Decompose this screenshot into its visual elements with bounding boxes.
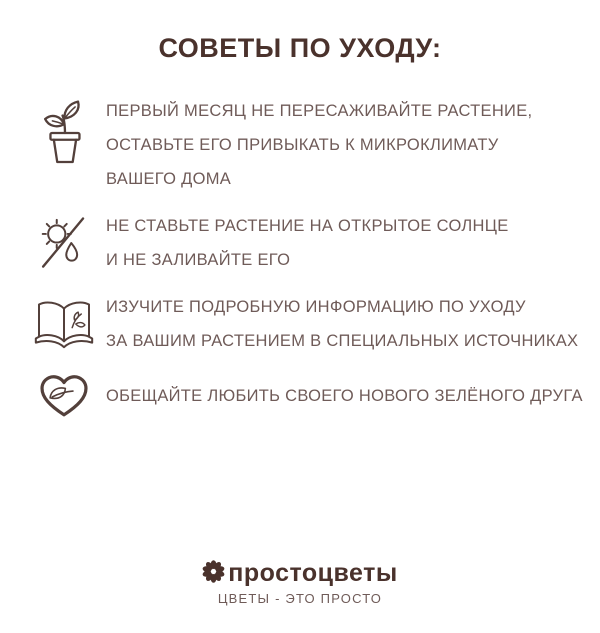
tip-no-repotting bbox=[34, 94, 582, 196]
tip-line: ВАШЕГО ДОМА bbox=[106, 170, 232, 188]
tip-text bbox=[106, 290, 578, 358]
brand-name: простоцветы bbox=[228, 559, 398, 587]
tip-line: НЕ СТАВЬТЕ РАСТЕНИЕ НА ОТКРЫТОЕ СОЛНЦЕ bbox=[106, 217, 509, 235]
care-book-icon bbox=[34, 297, 94, 351]
brand-row bbox=[0, 559, 600, 588]
tip-text bbox=[106, 379, 583, 413]
brand-footer bbox=[0, 559, 600, 606]
tip-text bbox=[106, 94, 532, 196]
tip-no-sun-no-overwater bbox=[34, 209, 582, 277]
page-title: СОВЕТЫ ПО УХОДУ: bbox=[158, 33, 442, 63]
care-tips-poster bbox=[0, 33, 600, 633]
tip-line: ОСТАВЬТЕ ЕГО ПРИВЫКАТЬ К МИКРОКЛИМАТУ bbox=[106, 136, 499, 154]
heart-leaf-icon bbox=[34, 371, 94, 421]
tip-line: ПЕРВЫЙ МЕСЯЦ НЕ ПЕРЕСАЖИВАЙТЕ РАСТЕНИЕ, bbox=[106, 102, 533, 120]
tip-line: ЗА ВАШИМ РАСТЕНИЕМ В СПЕЦИАЛЬНЫХ ИСТОЧНИКАХ bbox=[106, 332, 579, 350]
tip-love-plant bbox=[34, 371, 582, 421]
tip-text bbox=[106, 209, 509, 277]
potted-plant-icon bbox=[34, 98, 94, 168]
tip-line: ОБЕЩАЙТЕ ЛЮБИТЬ СВОЕГО НОВОГО ЗЕЛЁНОГО ДРУГА bbox=[106, 387, 583, 405]
brand-tagline: ЦВЕТЫ - ЭТО ПРОСТО bbox=[217, 591, 383, 606]
tip-line: ИЗУЧИТЕ ПОДРОБНУЮ ИНФОРМАЦИЮ ПО УХОДУ bbox=[106, 298, 526, 316]
no-sun-no-water-icon bbox=[34, 214, 94, 272]
tip-read-care-info bbox=[34, 290, 582, 358]
flower-logo-icon bbox=[202, 560, 225, 588]
tips-list bbox=[34, 94, 582, 421]
tip-line: И НЕ ЗАЛИВАЙТЕ ЕГО bbox=[106, 251, 291, 269]
